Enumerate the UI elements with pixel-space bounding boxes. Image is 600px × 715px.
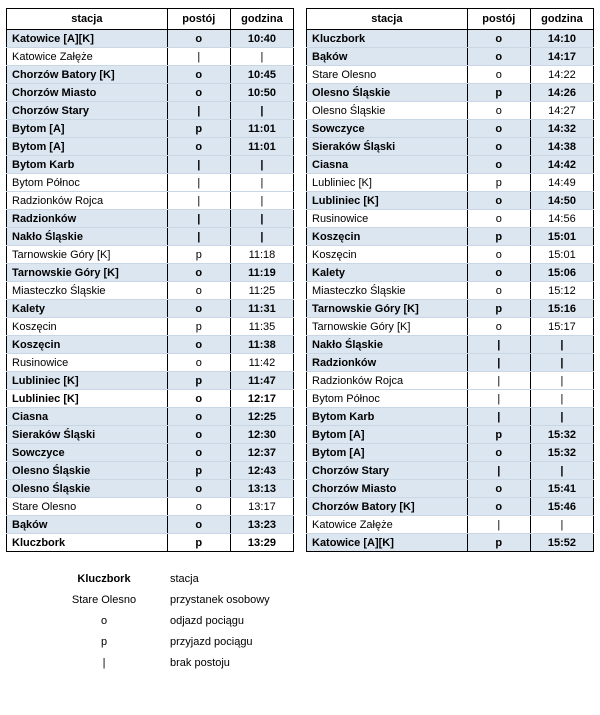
- cell-time: 13:17: [230, 498, 293, 516]
- legend-key: |: [102, 656, 106, 669]
- cell-stop: |: [467, 372, 530, 390]
- table-row: [7, 264, 294, 282]
- legend-row: [46, 631, 270, 652]
- cell-station: Katowice Załęże: [7, 48, 168, 66]
- cell-station: Bytom [A]: [307, 426, 468, 444]
- table-row: [7, 192, 294, 210]
- legend-table: [46, 568, 270, 673]
- cell-station: Katowice [A][K]: [307, 534, 468, 552]
- cell-station: Nakło Śląskie: [307, 336, 468, 354]
- table-row: [307, 282, 594, 300]
- table-row: [307, 498, 594, 516]
- table-row: [7, 66, 294, 84]
- cell-stop: |: [467, 408, 530, 426]
- cell-stop: |: [167, 102, 230, 120]
- table-row: [7, 372, 294, 390]
- cell-station: Olesno Śląskie: [307, 84, 468, 102]
- cell-station: Sowczyce: [307, 120, 468, 138]
- table-row: [7, 228, 294, 246]
- legend-row: [46, 589, 270, 610]
- table-row: [7, 282, 294, 300]
- table-row: [307, 66, 594, 84]
- table-row: [7, 246, 294, 264]
- timetable-right-wrap: [306, 8, 594, 552]
- cell-stop: o: [467, 480, 530, 498]
- legend-description: odjazd pociągu: [170, 614, 245, 627]
- cell-time: 15:32: [530, 426, 593, 444]
- cell-station: Bytom [A]: [7, 120, 168, 138]
- cell-station: Nakło Śląskie: [7, 228, 168, 246]
- table-row: [7, 498, 294, 516]
- cell-station: Lubliniec [K]: [307, 192, 468, 210]
- cell-stop: |: [167, 192, 230, 210]
- table-row: [307, 480, 594, 498]
- cell-stop: o: [167, 426, 230, 444]
- cell-station: Olesno Śląskie: [307, 102, 468, 120]
- cell-stop: o: [167, 30, 230, 48]
- cell-time: 14:22: [530, 66, 593, 84]
- cell-time: 15:32: [530, 444, 593, 462]
- table-row: [307, 30, 594, 48]
- cell-time: 15:52: [530, 534, 593, 552]
- cell-time: 10:50: [230, 84, 293, 102]
- cell-time: 11:01: [230, 138, 293, 156]
- cell-station: Chorzów Batory [K]: [307, 498, 468, 516]
- cell-stop: o: [467, 444, 530, 462]
- cell-station: Radzionków: [7, 210, 168, 228]
- cell-stop: |: [167, 228, 230, 246]
- legend-description: przyjazd pociągu: [170, 635, 253, 648]
- cell-station: Sieraków Śląski: [307, 138, 468, 156]
- cell-time: |: [530, 390, 593, 408]
- cell-stop: o: [467, 282, 530, 300]
- cell-time: 10:40: [230, 30, 293, 48]
- cell-time: 14:27: [530, 102, 593, 120]
- cell-station: Chorzów Stary: [7, 102, 168, 120]
- cell-time: 14:17: [530, 48, 593, 66]
- table-row: [307, 462, 594, 480]
- cell-stop: o: [467, 48, 530, 66]
- legend-description: przystanek osobowy: [170, 593, 270, 606]
- cell-station: Tarnowskie Góry [K]: [307, 300, 468, 318]
- cell-stop: |: [467, 390, 530, 408]
- cell-stop: |: [467, 462, 530, 480]
- cell-station: Bytom Karb: [7, 156, 168, 174]
- cell-station: Bytom Północ: [307, 390, 468, 408]
- cell-stop: p: [467, 534, 530, 552]
- cell-stop: |: [467, 354, 530, 372]
- cell-stop: o: [467, 246, 530, 264]
- table-row: [7, 318, 294, 336]
- legend-key: Stare Olesno: [71, 593, 137, 606]
- cell-station: Koszęcin: [7, 318, 168, 336]
- cell-station: Katowice [A][K]: [7, 30, 168, 48]
- cell-time: 15:12: [530, 282, 593, 300]
- table-row: [7, 156, 294, 174]
- timetable-left-wrap: [6, 8, 294, 552]
- cell-station: Miasteczko Śląskie: [7, 282, 168, 300]
- table-row: [7, 30, 294, 48]
- cell-stop: o: [467, 192, 530, 210]
- table-row: [307, 210, 594, 228]
- cell-stop: p: [167, 372, 230, 390]
- cell-station: Bąków: [307, 48, 468, 66]
- cell-station: Kalety: [307, 264, 468, 282]
- cell-stop: o: [467, 102, 530, 120]
- cell-stop: p: [167, 318, 230, 336]
- cell-time: 13:13: [230, 480, 293, 498]
- table-header-row: [7, 9, 294, 30]
- cell-time: 11:38: [230, 336, 293, 354]
- cell-time: |: [530, 372, 593, 390]
- cell-time: 12:37: [230, 444, 293, 462]
- cell-time: 15:46: [530, 498, 593, 516]
- cell-stop: p: [467, 300, 530, 318]
- column-header-stop: postój: [167, 9, 230, 30]
- cell-station: Olesno Śląskie: [7, 462, 168, 480]
- cell-stop: p: [167, 120, 230, 138]
- cell-stop: p: [467, 426, 530, 444]
- cell-time: 14:56: [530, 210, 593, 228]
- cell-time: |: [530, 336, 593, 354]
- table-row: [7, 390, 294, 408]
- cell-stop: o: [167, 264, 230, 282]
- cell-stop: o: [167, 66, 230, 84]
- cell-stop: |: [167, 48, 230, 66]
- cell-station: Chorzów Stary: [307, 462, 468, 480]
- cell-time: 15:41: [530, 480, 593, 498]
- table-row: [7, 120, 294, 138]
- cell-time: 11:31: [230, 300, 293, 318]
- cell-stop: o: [467, 138, 530, 156]
- cell-station: Bytom Północ: [7, 174, 168, 192]
- cell-stop: |: [167, 210, 230, 228]
- table-row: [307, 48, 594, 66]
- legend-row: [46, 568, 270, 589]
- table-row: [307, 192, 594, 210]
- table-row: [7, 480, 294, 498]
- table-row: [307, 246, 594, 264]
- table-row: [307, 444, 594, 462]
- cell-station: Sowczyce: [7, 444, 168, 462]
- table-row: [307, 408, 594, 426]
- cell-stop: o: [467, 264, 530, 282]
- table-row: [307, 264, 594, 282]
- cell-stop: o: [167, 480, 230, 498]
- cell-time: 11:18: [230, 246, 293, 264]
- column-header-station: stacja: [307, 9, 468, 30]
- column-header-station: stacja: [7, 9, 168, 30]
- cell-time: 15:06: [530, 264, 593, 282]
- cell-time: 12:17: [230, 390, 293, 408]
- legend-description: stacja: [170, 572, 199, 585]
- timetable-right-body: [307, 30, 594, 552]
- cell-time: 11:01: [230, 120, 293, 138]
- cell-stop: o: [167, 408, 230, 426]
- cell-time: 13:23: [230, 516, 293, 534]
- cell-stop: p: [167, 246, 230, 264]
- cell-station: Stare Olesno: [7, 498, 168, 516]
- cell-time: 11:25: [230, 282, 293, 300]
- cell-time: 15:01: [530, 246, 593, 264]
- cell-time: 15:17: [530, 318, 593, 336]
- table-row: [7, 174, 294, 192]
- cell-stop: |: [167, 174, 230, 192]
- cell-time: |: [230, 156, 293, 174]
- cell-station: Kalety: [7, 300, 168, 318]
- cell-stop: o: [467, 210, 530, 228]
- cell-station: Chorzów Miasto: [7, 84, 168, 102]
- cell-station: Bytom [A]: [307, 444, 468, 462]
- cell-station: Koszęcin: [307, 246, 468, 264]
- cell-stop: |: [167, 156, 230, 174]
- cell-station: Ciasna: [307, 156, 468, 174]
- cell-time: |: [230, 102, 293, 120]
- table-row: [7, 48, 294, 66]
- cell-stop: o: [167, 444, 230, 462]
- cell-station: Radzionków Rojca: [7, 192, 168, 210]
- table-row: [307, 534, 594, 552]
- table-row: [7, 462, 294, 480]
- cell-stop: o: [167, 282, 230, 300]
- cell-time: |: [530, 516, 593, 534]
- cell-station: Koszęcin: [7, 336, 168, 354]
- cell-stop: o: [467, 318, 530, 336]
- table-row: [307, 426, 594, 444]
- cell-time: 14:26: [530, 84, 593, 102]
- table-row: [307, 390, 594, 408]
- table-row: [307, 336, 594, 354]
- table-row: [307, 372, 594, 390]
- cell-time: 12:43: [230, 462, 293, 480]
- cell-stop: p: [467, 84, 530, 102]
- table-row: [7, 354, 294, 372]
- table-header-row: [307, 9, 594, 30]
- cell-stop: o: [167, 84, 230, 102]
- table-row: [7, 516, 294, 534]
- cell-time: 10:45: [230, 66, 293, 84]
- legend-description: brak postoju: [170, 656, 230, 669]
- cell-station: Lubliniec [K]: [307, 174, 468, 192]
- cell-time: 13:29: [230, 534, 293, 552]
- cell-station: Koszęcin: [307, 228, 468, 246]
- cell-time: 14:50: [530, 192, 593, 210]
- cell-time: 11:47: [230, 372, 293, 390]
- cell-stop: |: [467, 336, 530, 354]
- cell-stop: o: [467, 66, 530, 84]
- column-header-stop: postój: [467, 9, 530, 30]
- cell-time: 14:49: [530, 174, 593, 192]
- cell-station: Radzionków Rojca: [307, 372, 468, 390]
- cell-station: Stare Olesno: [307, 66, 468, 84]
- cell-time: |: [230, 174, 293, 192]
- cell-time: 12:30: [230, 426, 293, 444]
- table-row: [307, 84, 594, 102]
- cell-stop: o: [167, 498, 230, 516]
- legend-row: [46, 610, 270, 631]
- timetable-left: [6, 8, 294, 552]
- table-row: [7, 408, 294, 426]
- cell-station: Bytom Karb: [307, 408, 468, 426]
- cell-time: 14:32: [530, 120, 593, 138]
- cell-stop: p: [167, 462, 230, 480]
- cell-time: 15:01: [530, 228, 593, 246]
- table-row: [7, 210, 294, 228]
- cell-station: Rusinowice: [7, 354, 168, 372]
- cell-station: Chorzów Batory [K]: [7, 66, 168, 84]
- cell-stop: p: [467, 228, 530, 246]
- cell-stop: o: [167, 354, 230, 372]
- cell-station: Kluczbork: [307, 30, 468, 48]
- table-row: [307, 300, 594, 318]
- cell-station: Kluczbork: [7, 534, 168, 552]
- table-row: [307, 174, 594, 192]
- timetable-right: [306, 8, 594, 552]
- column-header-time: godzina: [530, 9, 593, 30]
- cell-station: Lubliniec [K]: [7, 390, 168, 408]
- cell-station: Radzionków: [307, 354, 468, 372]
- cell-station: Lubliniec [K]: [7, 372, 168, 390]
- cell-station: Tarnowskie Góry [K]: [7, 264, 168, 282]
- cell-time: |: [530, 408, 593, 426]
- cell-station: Sieraków Śląski: [7, 426, 168, 444]
- cell-station: Bąków: [7, 516, 168, 534]
- cell-time: |: [230, 228, 293, 246]
- table-row: [307, 354, 594, 372]
- column-header-time: godzina: [230, 9, 293, 30]
- cell-stop: o: [167, 336, 230, 354]
- table-row: [307, 516, 594, 534]
- table-row: [7, 84, 294, 102]
- cell-time: 14:42: [530, 156, 593, 174]
- table-row: [307, 120, 594, 138]
- cell-time: |: [230, 192, 293, 210]
- cell-stop: p: [467, 174, 530, 192]
- table-row: [7, 138, 294, 156]
- legend-key: o: [100, 614, 108, 627]
- cell-time: |: [230, 210, 293, 228]
- cell-time: |: [230, 48, 293, 66]
- cell-time: 11:42: [230, 354, 293, 372]
- table-row: [307, 102, 594, 120]
- cell-stop: p: [167, 534, 230, 552]
- table-row: [7, 102, 294, 120]
- legend-key: p: [100, 635, 108, 648]
- table-row: [307, 156, 594, 174]
- cell-time: 14:10: [530, 30, 593, 48]
- cell-stop: o: [167, 516, 230, 534]
- cell-station: Chorzów Miasto: [307, 480, 468, 498]
- cell-time: 15:16: [530, 300, 593, 318]
- table-row: [307, 138, 594, 156]
- table-row: [7, 336, 294, 354]
- cell-time: 14:38: [530, 138, 593, 156]
- cell-stop: o: [467, 156, 530, 174]
- timetable-left-body: [7, 30, 294, 552]
- cell-time: |: [530, 354, 593, 372]
- cell-station: Miasteczko Śląskie: [307, 282, 468, 300]
- legend: [0, 568, 600, 673]
- cell-station: Tarnowskie Góry [K]: [307, 318, 468, 336]
- cell-stop: o: [467, 30, 530, 48]
- cell-time: 12:25: [230, 408, 293, 426]
- cell-station: Ciasna: [7, 408, 168, 426]
- cell-station: Bytom [A]: [7, 138, 168, 156]
- legend-row: [46, 652, 270, 673]
- cell-stop: o: [467, 498, 530, 516]
- cell-stop: |: [467, 516, 530, 534]
- cell-time: |: [530, 462, 593, 480]
- cell-stop: o: [167, 138, 230, 156]
- cell-time: 11:19: [230, 264, 293, 282]
- cell-station: Tarnowskie Góry [K]: [7, 246, 168, 264]
- table-row: [307, 228, 594, 246]
- table-row: [7, 444, 294, 462]
- cell-station: Rusinowice: [307, 210, 468, 228]
- table-row: [307, 318, 594, 336]
- table-row: [7, 426, 294, 444]
- cell-stop: o: [167, 300, 230, 318]
- cell-stop: o: [467, 120, 530, 138]
- cell-station: Olesno Śląskie: [7, 480, 168, 498]
- cell-stop: o: [167, 390, 230, 408]
- cell-time: 11:35: [230, 318, 293, 336]
- table-row: [7, 300, 294, 318]
- cell-station: Katowice Załęże: [307, 516, 468, 534]
- legend-key: Kluczbork: [77, 572, 131, 585]
- table-row: [7, 534, 294, 552]
